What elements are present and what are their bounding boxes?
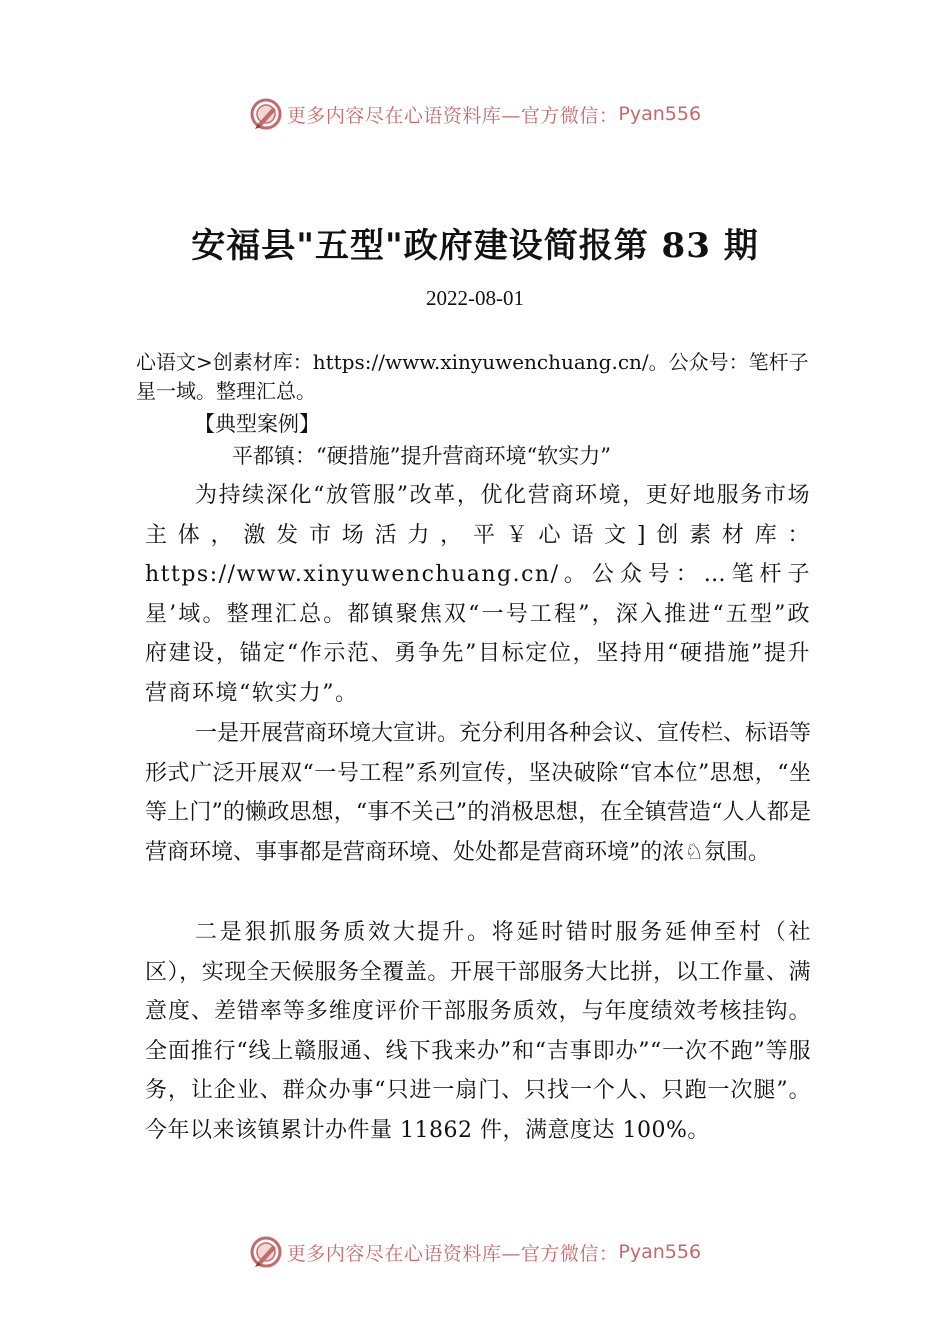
case-title: 平都镇：“硬措施”提升营商环境“软实力” (232, 444, 611, 468)
banner-text: 更多内容尽在心语资料库—官方微信： (286, 104, 619, 127)
document-date: 2022-08-01 (426, 286, 524, 310)
banner-text: 更多内容尽在心语资料库—官方微信： (286, 1242, 619, 1265)
footer-banner (0, 1232, 950, 1272)
header-banner (0, 94, 950, 134)
body-paragraph: 为持续深化“放管服”改革，优化营商环境，更好地服务市场主体，激发市场活力，平￥心语文]创素材库：https://www.xinyuwenchuang.cn/。公众号：…笔杆子星’域。整理汇总。都镇聚焦双“一号工程”，深入推进“五型”政府建设，锚定“作示范、勇争先”目标定位，坚持用“硬措施”提升营商环境“软实力”。 (145, 483, 811, 706)
banner-wechat-id: Pyan556 (618, 1241, 702, 1263)
banner-wechat-id: Pyan556 (618, 103, 702, 125)
pen-logo-icon (249, 97, 283, 131)
pen-logo-icon (249, 1235, 283, 1269)
body-paragraph: 二是狠抓服务质效大提升。将延时错时服务延伸至村（社区），实现全天候服务全覆盖。开展干部服务大比拼，以工作量、满意度、差错率等多维度评价干部服务质效，与年度绩效考核挂钩。全面推行“线上赣服通、线下我来办”和“吉事即办”“一次不跑”等服务，让企业、群众办事“只进一扇门、只找一个人、只跑一次腿”。今年以来该镇累计办件量 11862 件，满意度达 100%。 (145, 920, 812, 1143)
section-label: 【典型案例】 (194, 412, 320, 436)
body-paragraph: 一是开展营商环境大宣讲。充分利用各种会议、宣传栏、标语等形式广泛开展双“一号工程”系列宣传，坚决破除“官本位”思想，“坐等上门”的懒政思想，“事不关己”的消极思想，在全镇营造“人人都是营商环境、事事都是营商环境、处处都是营商环境”的浓♘氛围。 (145, 721, 812, 865)
source-note: 心语文>创素材库：https://www.xinyuwenchuang.cn/。公众号：笔杆子星一域。整理汇总。 (136, 350, 809, 403)
document-title: 安福县"五型"政府建设简报第 83 期 (191, 226, 759, 266)
